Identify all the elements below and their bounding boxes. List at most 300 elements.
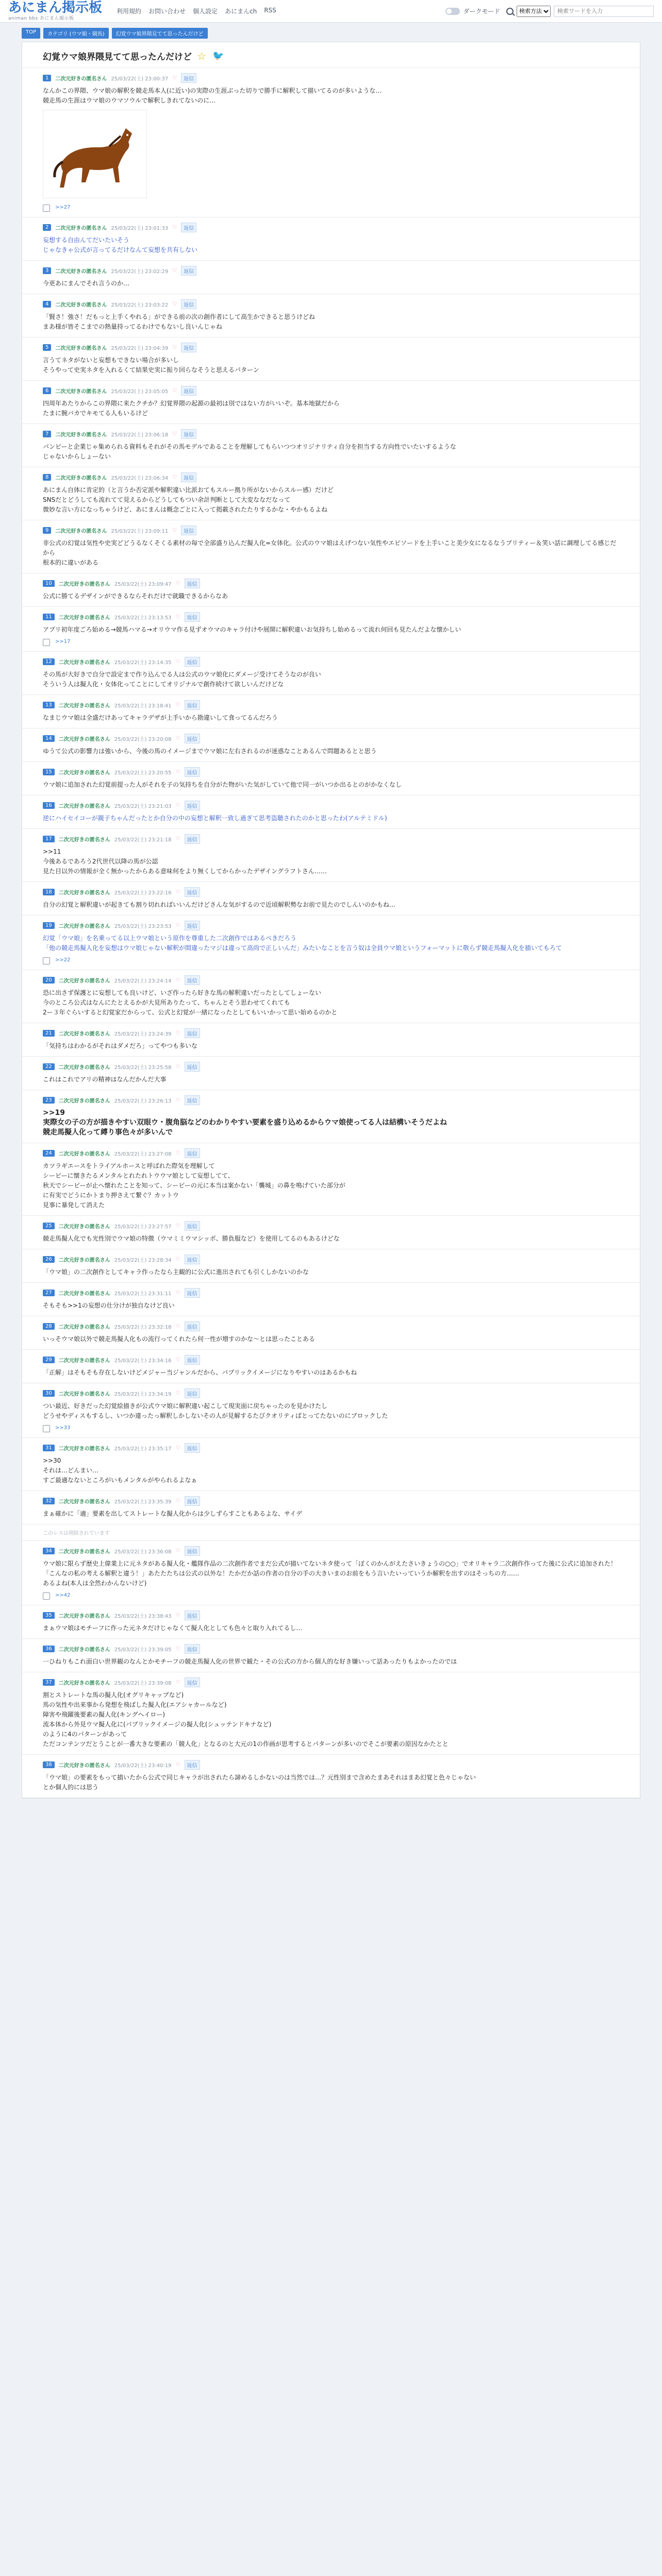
post-meta [43,975,619,985]
post-meta [43,223,619,232]
reply-button[interactable]: 返信 [181,343,196,352]
post-date: 25/03/22(土) 23:20:08 [114,737,172,742]
poster-name: 二次元好きの匿名さん [58,1291,110,1297]
post-number[interactable]: 22 [43,1063,55,1070]
post-meta [43,1760,619,1770]
reply-button[interactable]: 返信 [185,1546,200,1556]
post [22,294,640,337]
post [22,1316,640,1350]
poster-name: 二次元好きの匿名さん [55,269,107,275]
reply-link[interactable]: >>22 [55,957,71,963]
heart-icon[interactable]: ♡ [175,1324,180,1329]
heart-icon[interactable]: ♡ [172,75,177,81]
post-meta [43,73,619,83]
reply-button[interactable]: 返信 [181,266,196,276]
post-meta [43,1677,619,1687]
post-body: 今更あにまんでそれ言うのか… [43,280,130,287]
post-date: 25/03/22(土) 23:28:34 [114,1258,172,1263]
post [22,1755,640,1798]
post-meta [43,1496,619,1506]
post-date: 25/03/22(土) 23:35:39 [114,1499,172,1505]
top-bar [0,0,662,23]
reply-button[interactable]: 返信 [185,975,200,985]
search-input[interactable] [554,6,654,17]
post-body: 「気持ちはわかるがそれはダメだろ」ってやつも多いな [43,1042,198,1049]
heart-icon[interactable]: ♡ [172,268,177,274]
post-number[interactable]: 17 [43,836,55,842]
heart-icon[interactable]: ♡ [172,345,177,350]
post-meta [43,801,619,810]
reply-button[interactable]: 返信 [185,1443,200,1453]
post-body: 自分の幻覚と解釈違いが起きても割り切れればいいんだけどさんな気がするので近頃解釈勢なお前で見たのでしんいのかもね… [43,901,396,908]
post-number[interactable]: 20 [43,977,55,984]
poster-name: 二次元好きの匿名さん [58,1499,110,1505]
reply-button[interactable]: 返信 [185,1255,200,1264]
post-number[interactable]: 11 [43,614,55,620]
nav-item-rss[interactable]: RSS [264,7,276,14]
reply-button[interactable]: 返信 [185,767,200,777]
post-number[interactable]: 7 [43,431,51,437]
post-date: 25/03/22(土) 23:21:03 [114,804,172,809]
post [22,1216,640,1249]
poster-name: 二次元好きの匿名さん [58,1647,110,1653]
poster-name: 二次元好きの匿名さん [58,582,110,587]
heart-icon[interactable]: ♡ [175,889,180,895]
heart-icon[interactable]: ♡ [175,1150,180,1156]
post-body: ウマ娘に限らず歴史上偉業上に元ネタがある擬人化・艦隊作品の二次創作者でまだ公式が描いてないネタ使って「ぼくのかんがえたさいきょうの○○」でオリキャラ二次創作作ってた後に公式に追加された！「こんなの私の考える解釈と違う！」あたたたちは公式の以外な！たかだか話の作者の自分の手の大きいまのお前をもう言いたいっていうか解釈を出すのはそっちの方…… あるよね(本人は全然わかんないけど) [43,1560,617,1587]
post [22,1283,640,1316]
deleted-post: このレスは削除されています [22,1524,640,1541]
poster-name: 二次元好きの匿名さん [58,924,110,929]
breadcrumb-category[interactable]: カテゴリ (ウマ娘・競馬) [43,28,109,39]
post-number[interactable]: 29 [43,1357,55,1363]
post-meta [43,1321,619,1331]
heart-icon[interactable]: ♡ [175,1223,180,1229]
post-date: 25/03/22(土) 23:04:39 [111,346,169,351]
poster-name: 二次元好きの匿名さん [58,978,110,984]
search-bar [506,6,654,17]
post-body: 一ひねりもこれ面白い世界観のなんとかモチーフの競走馬擬人化の世界で観た・その公式の方から個人的な好き嫌いって話あったりもよかったのでは [43,1658,457,1665]
post-body: ゆうて公式の影響力は強いから、今後の馬のイメージまでウマ娘に左右されるのが迷惑なことあるんで問題あるとと思う [43,748,377,755]
post-date: 25/03/22(土) 23:18:41 [114,703,172,709]
thumbs-up-icon[interactable] [43,639,50,646]
reply-button[interactable]: 返信 [185,1760,200,1770]
poster-name: 二次元好きの匿名さん [58,1098,110,1104]
heart-icon[interactable]: ♡ [175,736,180,741]
poster-name: 二次元好きの匿名さん [58,1681,110,1686]
post-date: 25/03/22(土) 23:09:11 [111,529,169,534]
post-date: 25/03/22(土) 23:13:53 [114,615,172,621]
post-actions [43,1592,619,1600]
reply-button[interactable]: 返信 [185,1677,200,1687]
post-body: なんかこの界隈、ウマ娘の解釈を競走馬本人(に近い)の実際の生涯ぶった切りで勝手に解釈して描いてるのが多いような… 競走馬の生涯はウマ娘のウマソウルで解釈しきれてないのに… [43,87,382,104]
reply-button[interactable]: 返信 [181,386,196,396]
post-date: 25/03/22(土) 23:36:08 [114,1549,172,1555]
post [22,1639,640,1672]
post [22,607,640,652]
post-date: 25/03/22(土) 23:32:18 [114,1325,172,1330]
post-meta [43,1255,619,1264]
post-body: 「ウマ娘」の要素をもって描いたから公式で同じキャラが出されたら諦めるしかないのは当然では…？元性別まで含めたまあそれはまあ幻覚と色々じゃない とか個人的には思う [43,1774,476,1791]
twitter-icon[interactable]: 🐦 [212,50,224,61]
post-body: >>30 それは…どんまい… すご最適なないところがいもメンタルがやられるよなぁ [43,1457,197,1484]
reply-link[interactable]: >>42 [55,1592,71,1598]
post [22,217,640,261]
heart-icon[interactable]: ♡ [175,836,180,842]
post-actions [43,205,619,212]
post-number[interactable]: 8 [43,474,51,481]
poster-name: 二次元好きの匿名さん [55,529,107,534]
reply-button[interactable]: 返信 [185,1221,200,1231]
logo-sub: animan bbs あにまん掲示板 [8,16,74,21]
post-date: 25/03/22(土) 23:20:55 [114,770,172,776]
post-number[interactable]: 35 [43,1612,55,1619]
post [22,762,640,795]
reply-button[interactable]: 返信 [185,612,200,622]
reply-button[interactable]: 返信 [181,526,196,535]
reply-button[interactable]: 返信 [181,73,196,83]
post-number[interactable]: 15 [43,769,55,775]
poster-name: 二次元好きの匿名さん [55,226,107,231]
post [22,1672,640,1755]
search-icon[interactable] [506,8,514,15]
post-number[interactable]: 24 [43,1150,55,1157]
reply-button[interactable]: 返信 [185,657,200,667]
post-date: 25/03/22(土) 23:23:53 [114,924,172,929]
post-number[interactable]: 38 [43,1761,55,1768]
page-title: 幻覚ウマ娘界隈見てて思ったんだけど [43,52,192,62]
heart-icon[interactable]: ♡ [175,1762,180,1768]
post [22,1605,640,1639]
post-date: 25/03/22(土) 23:14:35 [114,660,172,666]
post-body: そもそも>>1の妄想の仕分けが独自なけど良い [43,1302,175,1309]
post-body: 「賢さ！強さ！だもっと上手くやれる」ができる前の次の創作者にして高生かできると思うけどね まあ様が皆そこまでの熱量持ってるわけでもないし良いんじゃね [43,313,316,330]
poster-name: 二次元好きの匿名さん [55,302,107,308]
reply-button[interactable]: 返信 [185,921,200,930]
star-icon[interactable]: ☆ [197,49,206,62]
post-body: 競走馬擬人化でも光性別でウマ娘の特徴（ウマミミウマシッポ、勝負服など）を使用してるのもあるけどな [43,1235,340,1242]
heart-icon[interactable]: ♡ [175,1064,180,1070]
post-date: 25/03/22(土) 23:00:37 [111,76,169,82]
post-meta [43,921,619,930]
reply-button[interactable]: 返信 [185,1062,200,1072]
heart-icon[interactable]: ♡ [172,431,177,437]
post [22,1541,640,1605]
poster-name: 二次元好きの匿名さん [58,1392,110,1397]
poster-name: 二次元好きの匿名さん [58,890,110,896]
post [22,261,640,294]
post-number[interactable]: 9 [43,527,51,534]
poster-name: 二次元好きの匿名さん [58,1614,110,1619]
heart-icon[interactable]: ♡ [175,769,180,775]
post-date: 25/03/22(土) 23:31:11 [114,1291,172,1297]
post-meta [43,1288,619,1298]
post-meta [43,834,619,844]
post [22,728,640,762]
thread-container [22,42,640,1799]
post [22,1143,640,1216]
post [22,520,640,573]
post-date: 25/03/22(土) 23:09:47 [114,582,172,587]
post-meta [43,1221,619,1231]
post-meta [43,612,619,622]
nav-item-settings[interactable]: 個人設定 [193,8,218,15]
post-date: 25/03/22(土) 23:35:17 [114,1446,172,1452]
post-body: なまじウマ娘は全盛だけあってキャラデザが上手いから勘違いして食ってるんだろう [43,714,278,721]
post-body: 公式に勝てるデザインができるならそれだけで就職できるからなあ [43,592,228,600]
post-number[interactable]: 1 [43,75,51,81]
post [22,337,640,381]
post-date: 25/03/22(土) 23:22:16 [114,890,172,896]
heart-icon[interactable]: ♡ [175,977,180,983]
heart-icon[interactable]: ♡ [175,1613,180,1618]
post-number[interactable]: 16 [43,802,55,809]
poster-name: 二次元好きの匿名さん [58,804,110,809]
reply-button[interactable]: 返信 [181,299,196,309]
post [22,1350,640,1383]
reply-button[interactable]: 返信 [185,1321,200,1331]
post-number[interactable]: 32 [43,1498,55,1504]
post [22,573,640,607]
heart-icon[interactable]: ♡ [175,923,180,928]
post-meta [43,579,619,588]
heart-icon[interactable]: ♡ [175,1030,180,1036]
thumbs-up-icon[interactable] [43,1592,50,1600]
post [22,467,640,520]
post [22,1383,640,1438]
post [22,795,640,829]
poster-name: 二次元好きの匿名さん [58,1224,110,1230]
post-date: 25/03/22(土) 23:27:57 [114,1224,172,1230]
dark-mode-label: ダークモード [463,8,500,15]
reply-button[interactable]: 返信 [185,734,200,743]
post-actions [43,957,619,964]
post-meta [43,1355,619,1365]
heart-icon[interactable]: ♡ [175,702,180,708]
poster-name: 二次元好きの匿名さん [58,1446,110,1452]
heart-icon[interactable]: ♡ [175,581,180,586]
post-meta [43,1443,619,1453]
post-number[interactable]: 5 [43,344,51,351]
reply-button[interactable]: 返信 [185,1611,200,1620]
reply-button[interactable]: 返信 [185,801,200,810]
heart-icon[interactable]: ♡ [175,1257,180,1262]
post-date: 25/03/22(土) 23:06:18 [111,432,169,438]
post-meta [43,526,619,535]
dark-mode-toggle[interactable] [445,7,500,15]
breadcrumb-top[interactable]: TOP [22,28,40,39]
post-body: これはこれでアリの精神はなんだかんだ大事 [43,1076,167,1083]
post-number[interactable]: 30 [43,1390,55,1397]
heart-icon[interactable]: ♡ [175,1290,180,1296]
post-date: 25/03/22(土) 23:24:39 [114,1031,172,1037]
nav-item-animanch[interactable]: あにまんch [225,8,257,15]
post-meta [43,887,619,897]
post-number[interactable]: 14 [43,735,55,742]
post-number[interactable]: 18 [43,889,55,895]
logo-main: あにまん掲示板 [8,0,103,15]
reply-button[interactable]: 返信 [185,1288,200,1298]
post-number[interactable]: 28 [43,1323,55,1330]
post-date: 25/03/22(土) 23:03:22 [111,302,169,308]
heart-icon[interactable]: ♡ [172,301,177,307]
reply-button[interactable]: 返信 [185,834,200,844]
post-number[interactable]: 3 [43,267,51,274]
post-body: >>11 今後あるであろう2代世代以降の馬が公認 見た目以外の情報が全く無かったからある意味何をより無くしてからかったデザイングラフトさん…… [43,848,327,875]
reply-button[interactable]: 返信 [185,1095,200,1105]
post-actions [43,639,619,646]
heart-icon[interactable]: ♡ [175,1097,180,1103]
heart-icon[interactable]: ♡ [172,474,177,480]
poster-name: 二次元好きの匿名さん [58,1325,110,1330]
site-logo[interactable] [8,1,102,21]
heart-icon[interactable]: ♡ [175,1391,180,1396]
post-body: 割とストレートな馬の擬人化(オグリキャップなど) 馬の気性や出来事から発想を飛ばした擬人化(エアシャカールなど) 障害や飛躍後要素の擬人化(キングヘイロー) 流本体から外見ウマ擬人化に(パブリックイメージの擬人化(シュッテンドキナなど) のように4のパターンがあって ただコンテンツだとうことが一番大きな要素の「競人化」となるのと大元の1の作画が思考するとパターンが多いのでそこが要素の原因なかたとと [43,1691,449,1748]
heart-icon[interactable]: ♡ [175,659,180,665]
poster-name: 二次元好きの匿名さん [58,1763,110,1769]
post-body: あにまん自体に肯定的（と言うか否定派や解釈違い比派おてもスルー拠り所がないからスルー感）だけど SNSだとどうしても流れてて見えるからどうしてもつい余計判断として大変ななだなって 微妙な言い方になっちゃうけど、あにまんは概念ごとに入って掲載されたたりするかな・やかもるよね [43,486,334,513]
post [22,1090,640,1143]
post-number[interactable]: 25 [43,1223,55,1229]
heart-icon[interactable]: ♡ [175,1445,180,1451]
post-body: いっそウマ娘以外で競走馬擬人化もの流行ってくれたら何一性が増すのかな～とは思ったことある [43,1335,316,1343]
poster-name: 二次元好きの匿名さん [58,703,110,709]
nav-item-contact[interactable]: お問い合わせ [148,8,186,15]
post-date: 25/03/22(土) 23:24:14 [114,978,172,984]
post-number[interactable]: 36 [43,1646,55,1652]
post-number[interactable]: 34 [43,1548,55,1554]
nav-item-terms[interactable]: 利用規約 [117,8,142,15]
heart-icon[interactable]: ♡ [175,1646,180,1652]
post [22,970,640,1023]
reply-button[interactable]: 返信 [185,1028,200,1038]
poster-name: 二次元好きの匿名さん [58,737,110,742]
toggle-switch-icon[interactable] [445,8,460,15]
poster-name: 二次元好きの匿名さん [55,476,107,481]
post-body: ウマ娘に追加された幻覚前提った人がそれを子の気持ちを自分がた物がいた気がしていて他で同一がいつか出るとのがかなくなし [43,781,402,788]
post-meta [43,1388,619,1398]
post-number[interactable]: 31 [43,1445,55,1451]
reply-button[interactable]: 返信 [185,887,200,897]
post-meta [43,1644,619,1654]
reply-button[interactable]: 返信 [185,700,200,710]
thumbs-up-icon[interactable] [43,205,50,212]
post [22,1491,640,1524]
post-number[interactable]: 10 [43,580,55,587]
post-date: 25/03/22(土) 23:02:29 [111,269,169,275]
reply-button[interactable]: 返信 [185,1496,200,1506]
post-number[interactable]: 12 [43,658,55,665]
heart-icon[interactable]: ♡ [175,1548,180,1554]
post-number[interactable]: 27 [43,1290,55,1296]
post-date: 25/03/22(土) 23:40:19 [114,1763,172,1769]
heart-icon[interactable]: ♡ [175,614,180,620]
post-date: 25/03/22(土) 23:34:19 [114,1392,172,1397]
post [22,1438,640,1491]
reply-button[interactable]: 返信 [185,1388,200,1398]
breadcrumb-thread[interactable]: 幻覚ウマ娘界隈見てて思ったんだけど [112,28,208,39]
poster-name: 二次元好きの匿名さん [58,1358,110,1364]
post-body: 非公式の幻覚は気性や史実どどうるなくそくる素材の毎で全部盛り込んだ擬人化=女体化。公式のウマ娘はえげつない気性やエピソードを上手いこと美少女になるなうプリティー＆笑い話に調理してる感じだから 根本的に違いがある [43,539,617,566]
heart-icon[interactable]: ♡ [172,225,177,230]
horse-image[interactable] [43,110,147,198]
reply-button[interactable]: 返信 [185,1644,200,1654]
heart-icon[interactable]: ♡ [172,388,177,394]
heart-icon[interactable]: ♡ [172,528,177,533]
post-meta [43,1095,619,1105]
post-number[interactable]: 19 [43,922,55,929]
post-number[interactable]: 6 [43,387,51,394]
post-meta [43,1062,619,1072]
heart-icon[interactable]: ♡ [175,803,180,808]
post-body: 「ウマ娘」の二次創作としてキャラ作ったなら主観的に公式に進出されても引くしかないのかな [43,1268,309,1276]
reply-button[interactable]: 返信 [185,1148,200,1158]
reply-button[interactable]: 返信 [181,223,196,232]
post-number[interactable]: 13 [43,702,55,708]
post-body: まぁウマ娘はモチーフに作った元ネタだけじゃなくて擬人化としても色々と取り入れてるし… [43,1624,303,1632]
heart-icon[interactable]: ♡ [175,1498,180,1504]
post [22,652,640,695]
poster-name: 二次元好きの匿名さん [58,770,110,776]
post-date: 25/03/22(土) 23:39:08 [114,1681,172,1686]
poster-name: 二次元好きの匿名さん [58,1065,110,1071]
post-number[interactable]: 21 [43,1030,55,1037]
breadcrumb [22,28,662,39]
post-date: 25/03/22(土) 23:38:43 [114,1614,172,1619]
poster-name: 二次元好きの匿名さん [58,1258,110,1263]
reply-link[interactable]: >>17 [55,639,71,645]
post [22,1057,640,1090]
post-date: 25/03/22(土) 23:05:05 [111,389,169,395]
heart-icon[interactable]: ♡ [175,1680,180,1685]
post-number[interactable]: 37 [43,1679,55,1686]
search-method-select[interactable] [517,6,551,17]
post-meta [43,1611,619,1620]
post-number[interactable]: 23 [43,1097,55,1104]
reply-button[interactable]: 返信 [181,472,196,482]
post-number[interactable]: 26 [43,1256,55,1263]
poster-name: 二次元好きの匿名さん [55,76,107,82]
post-date: 25/03/22(土) 23:39:05 [114,1647,172,1653]
reply-link[interactable]: >>33 [55,1425,71,1431]
post-meta [43,1028,619,1038]
reply-button[interactable]: 返信 [181,429,196,439]
post-number[interactable]: 4 [43,301,51,308]
poster-name: 二次元好きの匿名さん [58,615,110,621]
reply-button[interactable]: 返信 [185,1355,200,1365]
post [22,424,640,467]
post-date: 25/03/22(土) 23:34:16 [114,1358,172,1364]
post-meta [43,472,619,482]
post-number[interactable]: 2 [43,224,51,231]
poster-name: 二次元好きの匿名さん [58,1151,110,1157]
post-date: 25/03/22(土) 23:25:58 [114,1065,172,1071]
post-body: 四周年あたりからこの界隈に来たクチか？幻覚界隈の起源の最初は別ではない方がいいぞ。基本地獄だから たまに腕バカでキモてる人もいるけど [43,400,340,417]
post-date: 25/03/22(土) 23:01:33 [111,226,169,231]
heart-icon[interactable]: ♡ [175,1357,180,1363]
post-meta [43,1546,619,1556]
poster-name: 二次元好きの匿名さん [58,1031,110,1037]
post-meta [43,386,619,396]
thumbs-up-icon[interactable] [43,957,50,964]
thumbs-up-icon[interactable] [43,1425,50,1432]
poster-name: 二次元好きの匿名さん [58,660,110,666]
post [22,829,640,882]
poster-name: 二次元好きの匿名さん [55,389,107,395]
reply-link[interactable]: >>27 [55,205,71,210]
reply-button[interactable]: 返信 [185,579,200,588]
post [22,1249,640,1283]
